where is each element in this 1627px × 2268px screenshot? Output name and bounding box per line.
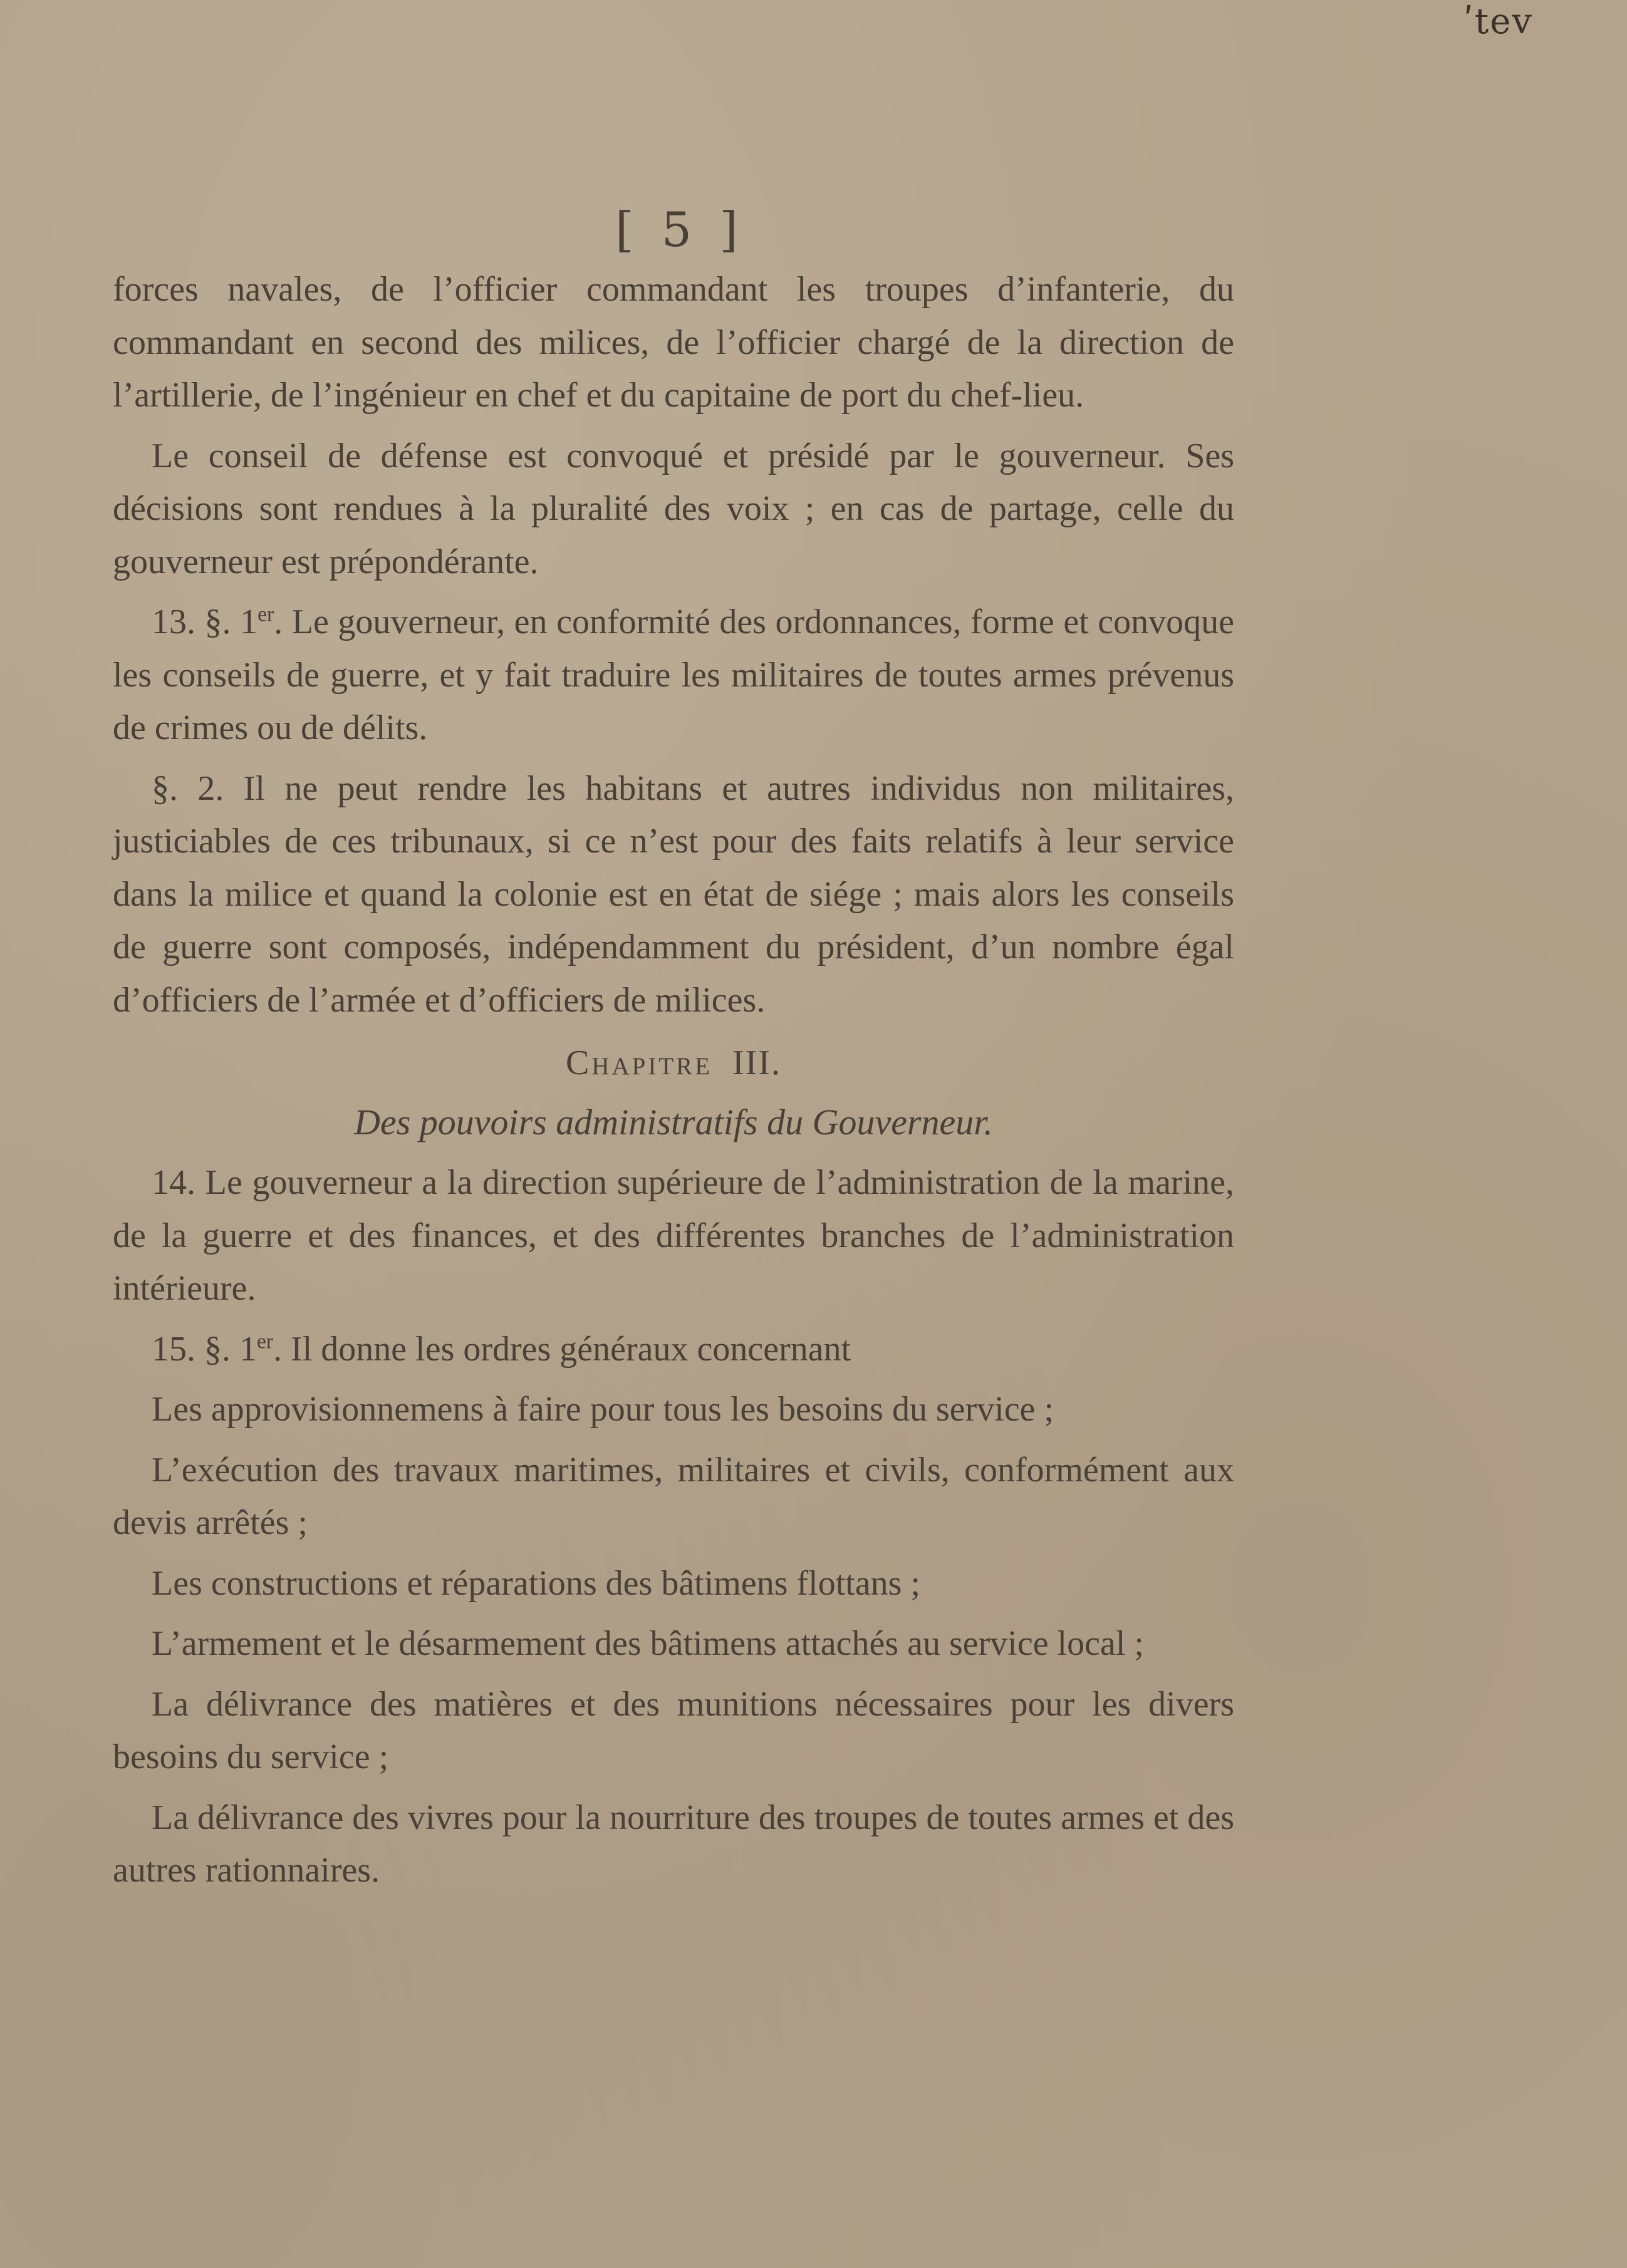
body-text xyxy=(113,263,1234,1897)
paragraph-article-13 xyxy=(113,596,1234,755)
article-13-number: 13. §. 1 xyxy=(152,603,258,641)
paragraph-article-14: 14. Le gouverneur a la direction supérieure de l’administration de la marine, de la guerre et des finances, et des différentes branches de l’administration intérieure. xyxy=(113,1163,1234,1308)
list-item-approvisionnemens: Les approvisionnemens à faire pour tous les besoins du service ; xyxy=(152,1390,1054,1429)
paragraph-article-13-s2: §. 2. Il ne peut rendre les habitans et autres individus non militaires, justiciables de ces tribunaux, si ce n’est pour des faits relatifs à leur service dans la milice et quand la colonie est en état de siége ; mais alors les conseils de guerre sont composés, indépendamment du président, d’un nombre égal d’officiers de l’armée et d’officiers de milices. xyxy=(113,769,1234,1020)
list-item-constructions: Les constructions et réparations des bâtimens flottans ; xyxy=(152,1563,921,1603)
paragraph-article-15 xyxy=(113,1323,1234,1376)
article-13-superscript: er xyxy=(257,603,274,626)
list-item-execution-travaux: L’exécution des travaux maritimes, militaires et civils, conformément aux devis arrêtés ; xyxy=(113,1450,1234,1542)
article-15-superscript: er xyxy=(257,1329,274,1353)
article-13-text: . Le gouverneur, en conformité des ordonnances, forme et convoque les conseils de guerre, et y fait traduire les militaires de toutes armes prévenus de crimes ou de délits. xyxy=(113,603,1235,747)
article-15-text: . Il donne les ordres généraux concernant xyxy=(273,1329,851,1369)
list-item-armement: L’armement et le désarmement des bâtimens attachés au service local ; xyxy=(152,1624,1144,1663)
chapter-heading xyxy=(113,1037,1234,1090)
chapter-number: III. xyxy=(732,1043,781,1082)
page-number: [ 5 ] xyxy=(615,202,744,257)
corner-annotation: ʹtev xyxy=(1463,1,1533,42)
list-item-matieres-munitions: La délivrance des matières et des munitions nécessaires pour les divers besoins du service ; xyxy=(113,1684,1234,1776)
paragraph-conseil-defense: Le conseil de défense est convoqué et présidé par le gouverneur. Ses décisions sont rendues à la pluralité des voix ; en cas de partage, celle du gouverneur est prépondérante. xyxy=(113,436,1234,581)
list-item-vivres: La délivrance des vivres pour la nourriture des troupes de toutes armes et des autres rationnaires. xyxy=(113,1798,1234,1890)
chapter-title: Des pouvoirs administratifs du Gouverneur. xyxy=(354,1101,993,1142)
paragraph-continuation: forces navales, de l’officier commandant les troupes d’infanterie, du commandant en second des milices, de l’officier chargé de la direction de l’artillerie, de l’ingénieur en chef et du capitaine de port du chef-lieu. xyxy=(113,270,1234,415)
article-15-number: 15. §. 1 xyxy=(152,1329,257,1369)
chapter-label: Chapitre xyxy=(566,1043,713,1082)
